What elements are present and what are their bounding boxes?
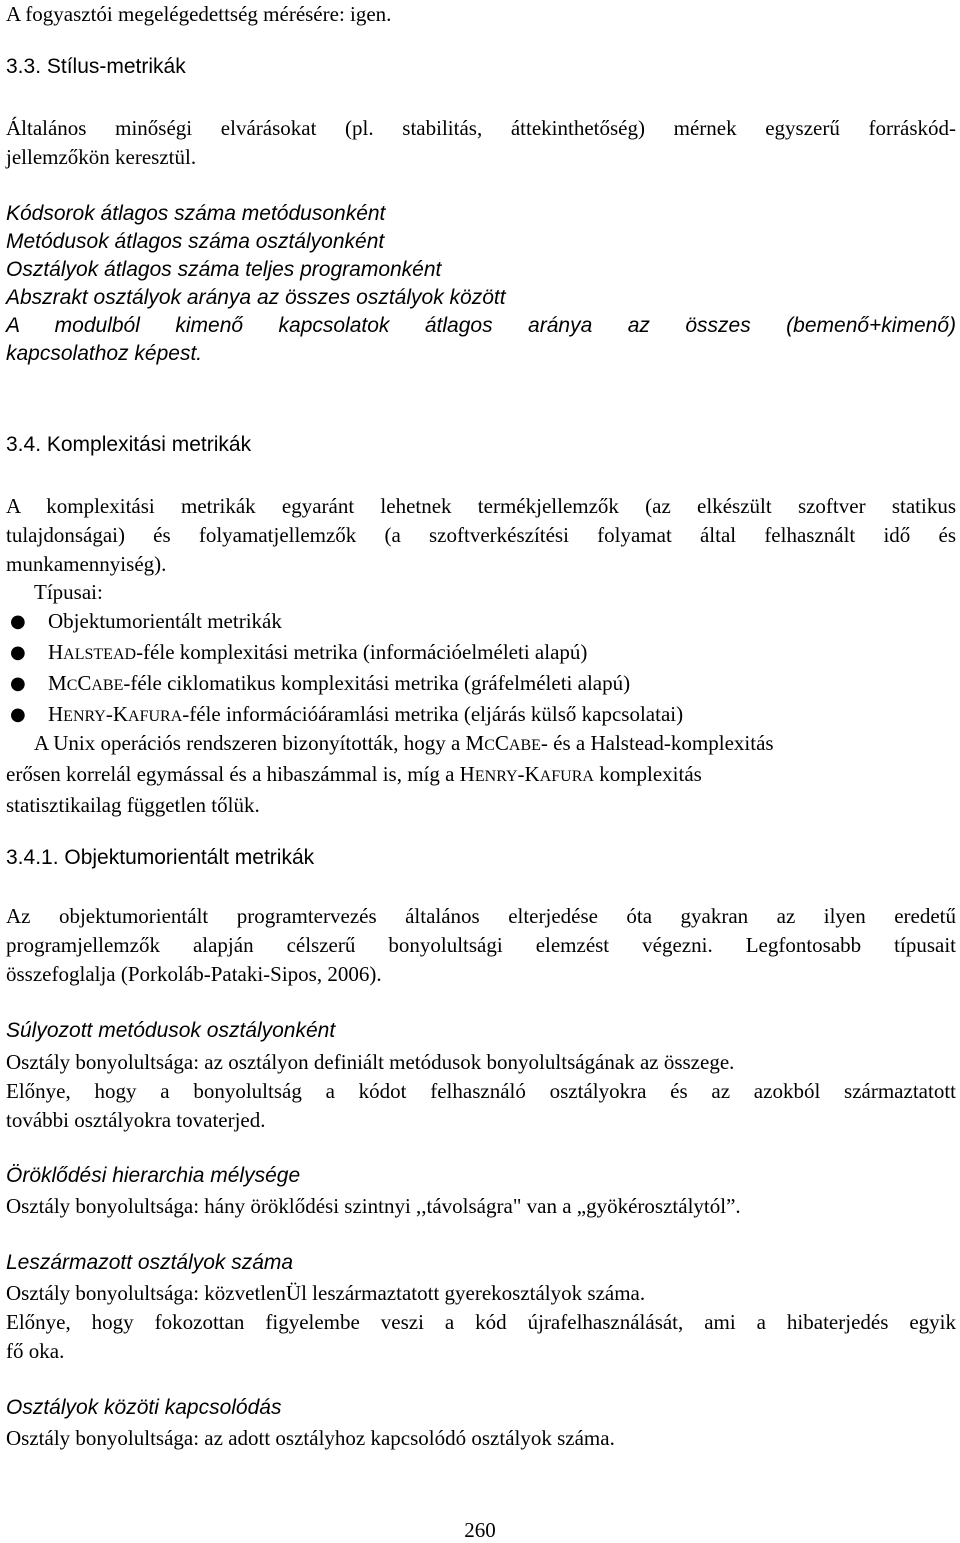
paragraph-line: erősen korrelál egymással és a hibaszámmal is, míg a HENRY-KAFURA komplexitás (6, 762, 702, 786)
metric-item: Kódsorok átlagos száma metódusonként (6, 202, 386, 225)
section-3-3-paragraph (6, 114, 956, 172)
paragraph-line: Osztály bonyolultsága: az osztályon definiált metódusok bonyolultságának az összege. (6, 1050, 735, 1074)
paragraph-line: Osztály bonyolultsága: az adott osztályhoz kapcsolódó osztályok száma. (6, 1426, 615, 1450)
metric-title: Súlyozott metódusok osztályonként (6, 1019, 336, 1042)
section-3-4-heading: 3.4. Komplexitási metrikák (6, 433, 252, 456)
paragraph-line: munkamennyiség). (6, 552, 167, 576)
metric-item: A modulból kimenő kapcsolatok átlagos aránya az összes (bemenő+kimenő) (6, 314, 956, 337)
metric-title: Leszármazott osztályok száma (6, 1251, 294, 1274)
metric-description (6, 1279, 956, 1366)
paragraph-line: Osztály bonyolultsága: hány öröklődési szintnyi ,,távolságra" van a „gyökérosztálytól”. (6, 1194, 741, 1218)
paragraph-line: további osztályokra tovaterjed. (6, 1108, 266, 1132)
bullet-icon: ● (10, 611, 26, 632)
metric-title: Osztályok közöti kapcsolódás (6, 1396, 282, 1419)
metric-item: Abszrakt osztályok aránya az összes osztályok között (6, 286, 506, 309)
section-3-4-1-paragraph (6, 902, 956, 989)
complexity-types-list (0, 606, 950, 730)
section-3-4-paragraph (6, 492, 956, 579)
paragraph-line: tulajdonságai) és folyamatjellemzők (a szoftverkészítési folyamat által felhasznált idő és (6, 523, 956, 547)
paragraph-line: programjellemzők alapján célszerű bonyolultsági elemzést végezni. Legfontosabb típusait (6, 933, 956, 957)
intro-line: A fogyasztói megelégedettség mérésére: igen. (6, 2, 392, 26)
metric-item: kapcsolathoz képest. (6, 342, 203, 365)
metric-description (6, 1048, 956, 1135)
style-metrics-list (6, 200, 956, 368)
metric-description (6, 1192, 956, 1221)
bullet-icon: ● (10, 642, 26, 663)
paragraph-line: statisztikailag független tőlük. (6, 793, 260, 817)
paragraph-line: összefoglalja (Porkoláb-Pataki-Sipos, 2006). (6, 962, 382, 986)
list-item: ● MCCABE-féle ciklomatikus komplexitási metrika (gráfelméleti alapú) (0, 668, 950, 699)
section-3-3-heading: 3.3. Stílus-metrikák (6, 55, 186, 78)
metric-title: Öröklődési hierarchia mélysége (6, 1164, 301, 1187)
list-item: ● HALSTEAD-féle komplexitási metrika (információelméleti alapú) (0, 637, 950, 668)
page-number: 260 (464, 1518, 496, 1542)
metric-item: Metódusok átlagos száma osztályonként (6, 230, 385, 253)
unix-paragraph (6, 729, 956, 820)
paragraph-line: A Unix operációs rendszeren bizonyították, hogy a MCCABE- és a Halstead-komplexitás (34, 731, 774, 755)
paragraph-line: Általános minőségi elvárásokat (pl. stabilitás, áttekinthetőség) mérnek egyszerű forráskód- (6, 116, 956, 140)
paragraph-line: fő oka. (6, 1339, 65, 1363)
paragraph-line: Előnye, hogy a bonyolultság a kódot felhasználó osztályokra és az azokból származtatott (6, 1079, 956, 1103)
bullet-icon: ● (10, 673, 26, 694)
list-item: ● HENRY-KAFURA-féle információáramlási metrika (eljárás külső kapcsolatai) (0, 699, 950, 730)
paragraph-line: Előnye, hogy fokozottan figyelembe veszi a kód újrafelhasználását, ami a hibaterjedés egyik (6, 1310, 956, 1334)
section-3-4-1-heading: 3.4.1. Objektumorientált metrikák (6, 846, 315, 869)
paragraph-line: A komplexitási metrikák egyaránt lehetnek termékjellemzők (az elkészült szoftver statikus (6, 494, 956, 518)
paragraph-line: jellemzőkön keresztül. (6, 145, 197, 169)
list-item: ● Objektumorientált metrikák (0, 606, 950, 637)
paragraph-line: Osztály bonyolultsága: közvetlenÜl leszármaztatott gyerekosztályok száma. (6, 1281, 646, 1305)
paragraph-line: Az objektumorientált programtervezés általános elterjedése óta gyakran az ilyen eredetű (6, 904, 956, 928)
metric-description (6, 1424, 956, 1453)
metric-item: Osztályok átlagos száma teljes programonként (6, 258, 442, 281)
types-label: Típusai: (34, 580, 103, 604)
bullet-icon: ● (10, 704, 26, 725)
